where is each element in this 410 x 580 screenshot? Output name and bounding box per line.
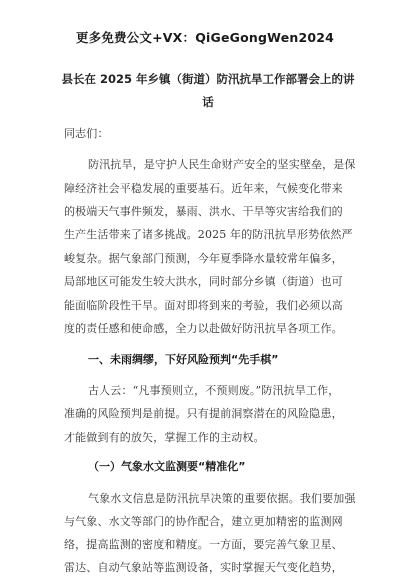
subsection-heading: （一）气象水文监测要“精准化” bbox=[88, 460, 246, 473]
paragraph-line: 的极端天气事件频发，暴雨、洪水、干旱等灾害给我们的 bbox=[64, 205, 343, 218]
document-title-line-1: 县长在 2025 年乡镇（街道）防汛抗旱工作部署会上的讲 bbox=[61, 72, 355, 86]
paragraph-line: 与气象、水文等部门的协作配合，建立更加精密的监测网 bbox=[64, 515, 343, 528]
paragraph-line: 障经济社会平稳发展的重要基石。近年来，气候变化带来 bbox=[64, 182, 343, 195]
promo-banner: 更多免费公文+VX：QiGeGongWen2024 bbox=[75, 30, 335, 45]
paragraph-line: 准确的风险预判是前提。只有提前洞察潜在的风险隐患， bbox=[64, 407, 343, 420]
paragraph-line: 能面临阶段性干旱。面对即将到来的考验，我们必须以高 bbox=[64, 299, 343, 312]
paragraph-line: 峻复杂。据气象部门预测，今年夏季降水量较常年偏多， bbox=[64, 252, 343, 265]
paragraph-line: 局部地区可能发生较大洪水，同时部分乡镇（街道）也可 bbox=[64, 275, 343, 288]
paragraph-line: 生产生活带来了诸多挑战。2025 年的防汛抗旱形势依然严 bbox=[64, 228, 353, 241]
paragraph-line: 气象水文信息是防汛抗旱决策的重要依据。我们要加强 bbox=[88, 492, 356, 505]
paragraph-line: 防汛抗旱，是守护人民生命财产安全的坚实壁垒，是保 bbox=[88, 158, 356, 171]
document-title-line-2: 话 bbox=[202, 95, 214, 109]
paragraph-line: 度的责任感和使命感，全力以赴做好防汛抗旱各项工作。 bbox=[64, 322, 343, 335]
paragraph-line: 雷达、自动气象站等监测设备，实时掌握天气变化趋势， bbox=[64, 561, 343, 574]
paragraph-line: 才能做到有的放矢，掌握工作的主动权。 bbox=[64, 431, 265, 444]
paragraph-line: 络，提高监测的密度和精度。一方面，要完善气象卫星、 bbox=[64, 538, 343, 551]
salutation: 同志们： bbox=[64, 127, 109, 140]
section-heading: 一、未雨绸缪，下好风险预判“先手棋” bbox=[88, 353, 279, 366]
paragraph-line: 古人云：“凡事预则立，不预则废。”防汛抗旱工作， bbox=[88, 384, 340, 397]
